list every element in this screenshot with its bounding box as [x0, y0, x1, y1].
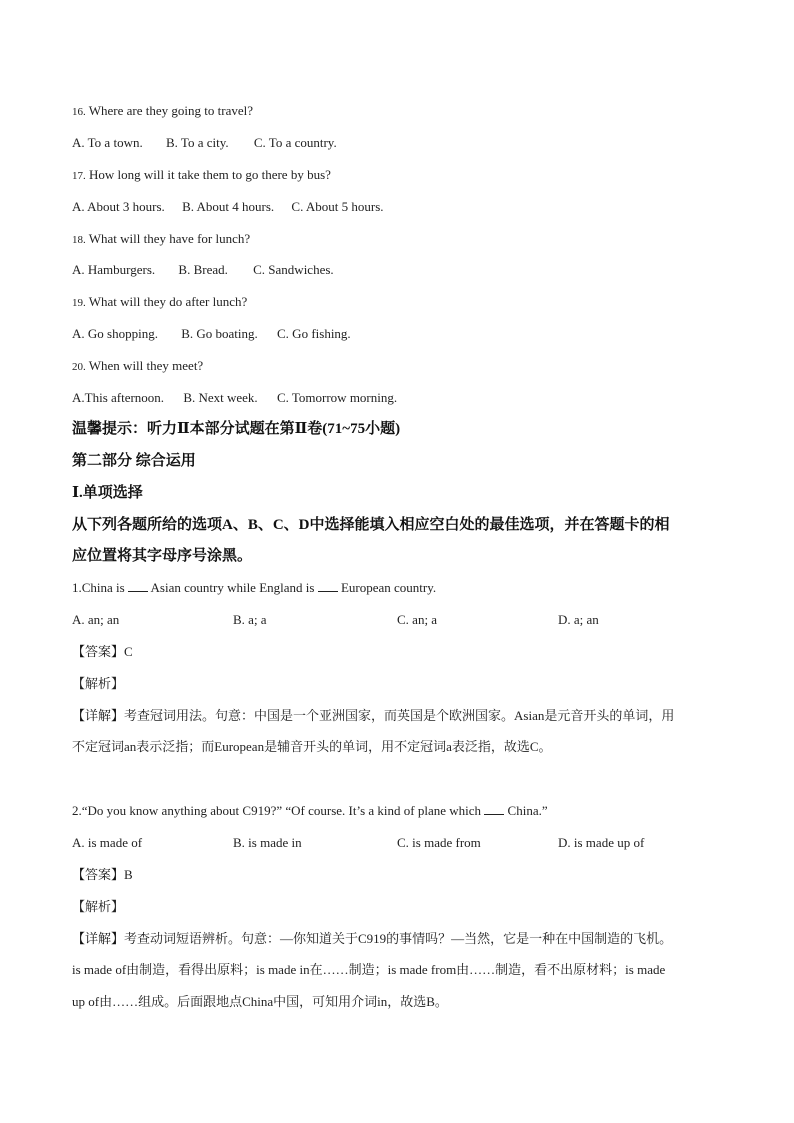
question-20 [72, 357, 203, 376]
detail-line-1 [72, 707, 674, 725]
option-b: B. About 4 hours. [182, 199, 275, 214]
option-a: A. Go shopping. [72, 326, 158, 341]
question-18 [72, 230, 250, 249]
answer-blank [318, 579, 338, 592]
answer-blank [128, 579, 148, 592]
question-19 [72, 293, 247, 312]
answer-value: B [124, 867, 133, 882]
question-18-options [72, 261, 334, 279]
instruction-line-1: 从下列各题所给的选项A、B、C、D中选择能填入相应空白处的最佳选项，并在答题卡的相 [72, 517, 670, 533]
question-text: Where are they going to travel? [88, 103, 253, 118]
option-c: C. an; a [397, 612, 438, 627]
question-number: 19. [72, 297, 86, 309]
option-b: B. Go boating. [181, 326, 258, 341]
question-19-options [72, 325, 351, 343]
question-17 [72, 166, 331, 185]
detail-label: 【详解】 [72, 931, 125, 946]
analysis-label: 【解析】 [72, 899, 125, 914]
option-b: B. Bread. [178, 262, 228, 277]
question-text-end: European country. [340, 580, 437, 595]
question-text: What will they have for lunch? [88, 231, 251, 246]
question-20-options [72, 389, 397, 407]
part-title: 第二部分 综合运用 [72, 453, 196, 469]
detail-line-3: up of由……组成。后面跟地点China中国，可知用介词in，故选B。 [72, 994, 448, 1009]
answer-value: C [124, 644, 133, 659]
option-c: C. is made from [397, 835, 481, 850]
detail-line-2: 不定冠词an表示泛指；而European是辅音开头的单词，用不定冠词a表泛指，故选C。 [72, 739, 552, 754]
question-number: 17. [72, 170, 86, 182]
question-text-middle: Asian country while England is [150, 580, 315, 595]
option-a: A. Hamburgers. [72, 262, 156, 277]
option-c: C. Sandwiches. [253, 262, 334, 277]
detail-line-1 [72, 930, 672, 948]
option-a: A. an; an [72, 612, 120, 627]
detail-text: 考查动词短语辨析。句意：—你知道关于C919的事情吗？—当然，它是一种在中国制造的飞机。 [124, 931, 673, 946]
answer-blank [484, 802, 504, 815]
question-text: When will they meet? [88, 358, 204, 373]
detail-label: 【详解】 [72, 708, 125, 723]
detail-line-2: is made of由制造，看得出原料；is made in在……制造；is made from由……制造，看不出原材料；is made [72, 962, 666, 977]
option-a: A. is made of [72, 835, 143, 850]
option-c: C. About 5 hours. [291, 199, 384, 214]
option-a: A. To a town. [72, 135, 143, 150]
option-c: C. Go fishing. [277, 326, 351, 341]
option-c: C. Tomorrow morning. [276, 390, 398, 405]
option-b: B. To a city. [165, 135, 229, 150]
option-a: A. About 3 hours. [72, 199, 165, 214]
question-1-options [72, 611, 724, 629]
question-16-options [72, 134, 337, 152]
question-17-options [72, 198, 384, 216]
analysis-label: 【解析】 [72, 676, 125, 691]
question-text: How long will it take them to go there by bus? [89, 167, 331, 182]
answer-line [72, 866, 133, 884]
question-16 [72, 102, 253, 121]
section-title: Ⅰ.单项选择 [72, 485, 143, 501]
question-1 [72, 579, 436, 597]
option-d: D. is made up of [558, 835, 645, 850]
answer-line [72, 643, 133, 661]
answer-label: 【答案】 [72, 644, 125, 659]
question-text-start: 2.“Do you know anything about C919?” “Of course. It’s a kind of plane which [72, 803, 482, 818]
question-text-end: China.” [507, 803, 548, 818]
option-b: B. a; a [233, 612, 267, 627]
question-text: What will they do after lunch? [88, 294, 248, 309]
notice-text: 温馨提示：听力Ⅱ本部分试题在第Ⅱ卷(71~75小题) [72, 421, 401, 437]
question-2 [72, 802, 548, 820]
instruction-line-2: 应位置将其字母序号涂黑。 [72, 548, 253, 564]
option-b: B. is made in [233, 835, 302, 850]
option-a: A.This afternoon. [72, 390, 165, 405]
option-c: C. To a country. [253, 135, 337, 150]
answer-label: 【答案】 [72, 867, 125, 882]
question-number: 20. [72, 361, 86, 373]
question-number: 18. [72, 234, 86, 246]
option-d: D. a; an [558, 612, 599, 627]
question-number: 16. [72, 106, 86, 118]
option-b: B. Next week. [183, 390, 258, 405]
detail-text: 考查冠词用法。句意：中国是一个亚洲国家，而英国是个欧洲国家。Asian是元音开头的单词，用 [124, 708, 675, 723]
question-2-options [72, 834, 724, 852]
question-text-start: 1.China is [72, 580, 125, 595]
